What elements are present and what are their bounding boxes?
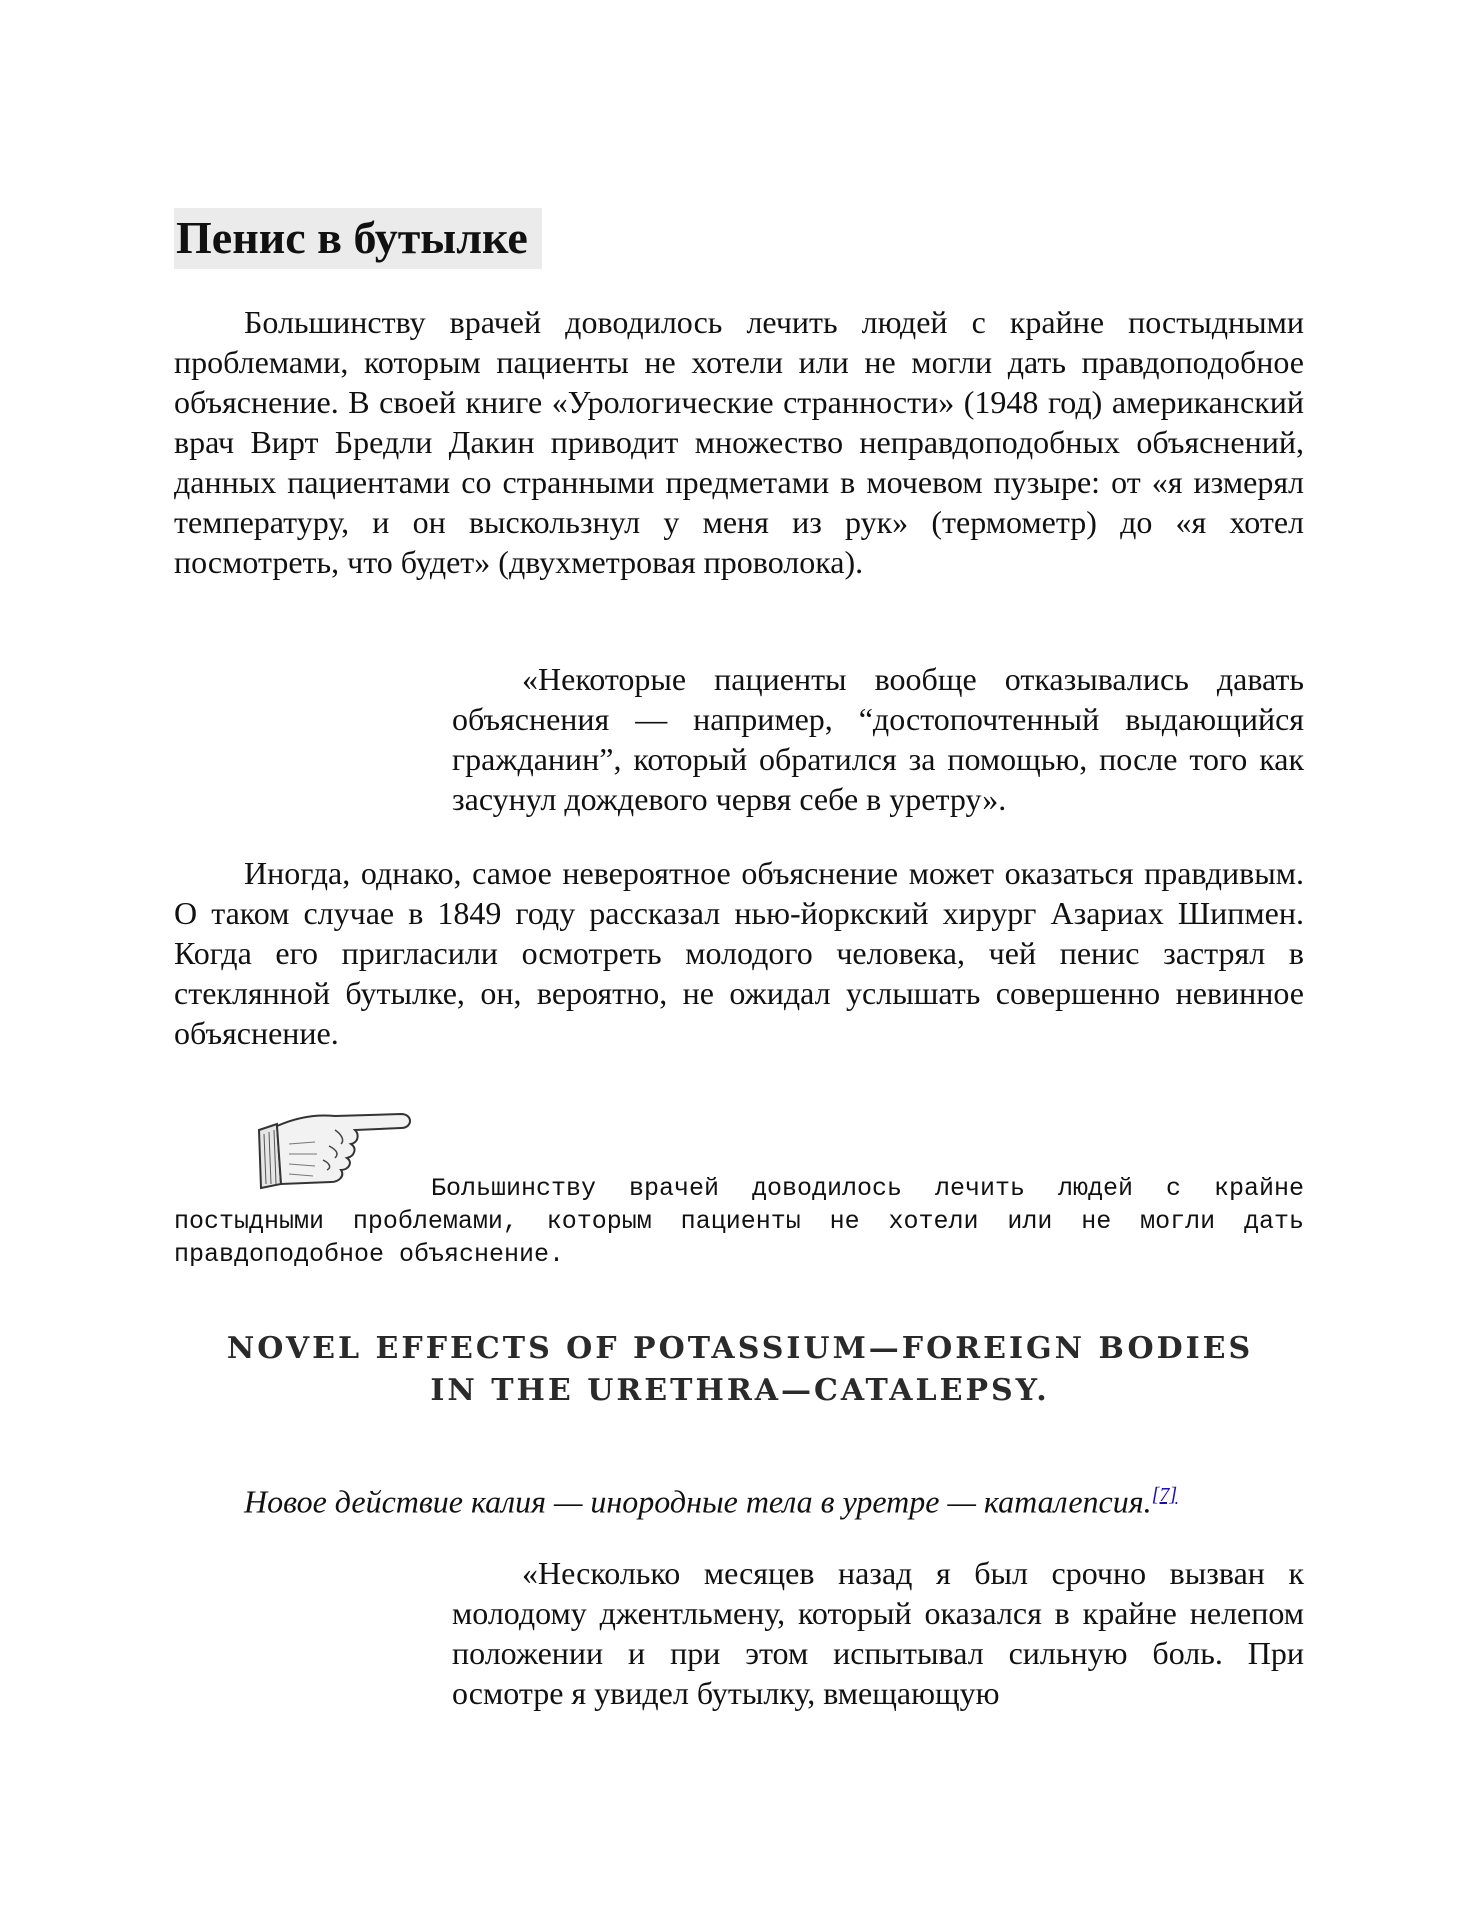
blockquote-worm: «Некоторые пациенты вообще отказывались давать объяснения — например, “достопочтенный выдающийся гражданин”, который обратился за помощью, после того как засунул дождевого червя себе в уретру». [452,661,1304,817]
paragraph-intro: Большинству врачей доводилось лечить людей с крайне постыдными проблемами, которым пациенты не хотели или не могли дать правдоподобное объяснение. В своей книге «Урологические странности» (1948 год) американский врач Вирт Бредли Дакин приводит множество неправдоподобных объяснений, данных пациентами со странными предметами в мочевом пузыре: от «я измерял температуру, и он выскользнул у меня из рук» (термометр) до «я хотел посмотреть, что будет» (двухметровая проволока). [174,304,1304,580]
paragraph-shipman: Иногда, однако, самое невероятное объяснение может оказаться правдивым. О таком случае в 1849 году рассказал нью-йоркский хирург Азариах Шипмен. Когда его пригласили осмотреть молодого человека, чей пенис застрял в стеклянной бутылке, он, вероятно, не ожидал услышать совершенно невинное объяснение. [174,855,1304,1051]
blockquote-shipman: «Несколько месяцев назад я был срочно вызван к молодому джентльмену, который оказался в крайне нелепом положении и при этом испытывал сильную боль. При осмотре я увидел бутылку, вмещающую [452,1555,1304,1711]
pointer-note-text: Большинству врачей доводилось лечить людей с крайне постыдными проблемами, которым пациенты не хотели или не могли дать правдоподобное объяснение. [174,1174,1304,1269]
pointer-note [174,1172,1304,1271]
scanned-heading-line-2: IN THE URETHRA—CATALEPSY. [430,1373,1050,1408]
page-title: Пенис в бутылке [174,208,542,269]
heading-translation [174,1475,1304,1522]
scanned-heading-line-1: NOVEL EFFECTS OF POTASSIUM—FOREIGN BODIES [226,1331,1254,1366]
scanned-article-heading [210,1328,1270,1412]
footnote-link[interactable]: [7] [1151,1484,1178,1506]
caption-text: Новое действие калия — инородные тела в уретре — каталепсия. [244,1483,1152,1520]
